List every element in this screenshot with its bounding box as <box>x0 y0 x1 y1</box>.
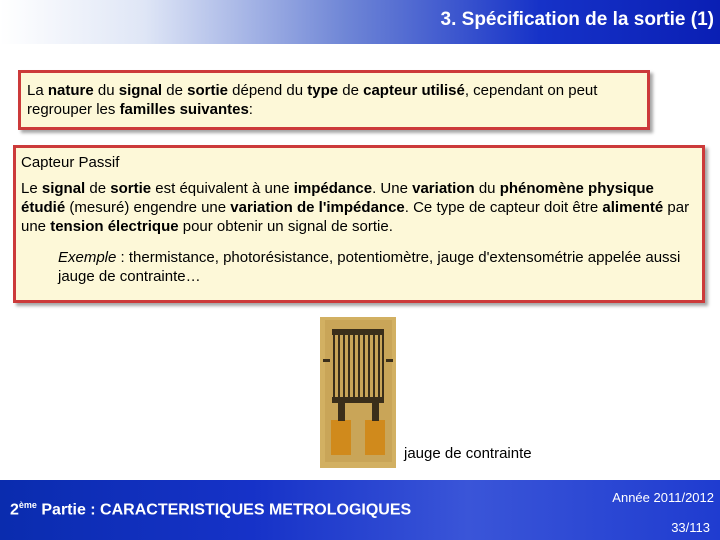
text-run: du <box>474 180 500 197</box>
text-run: : <box>248 101 253 118</box>
text-run: de <box>85 180 111 197</box>
strain-gauge-photo <box>320 317 396 468</box>
text-run: tension électrique <box>50 218 179 235</box>
text-run: variation de l'impédance <box>230 199 405 216</box>
text-run: sortie <box>110 180 152 197</box>
slide-header <box>0 0 720 44</box>
text-run: par une <box>21 199 690 235</box>
text-run: pour obtenir un signal de sortie. <box>178 218 393 235</box>
example-paragraph <box>58 248 702 286</box>
slide-title: 3. Spécification de la sortie (1) <box>440 9 714 30</box>
text-run: de <box>338 82 364 99</box>
text-run: Le <box>21 180 42 197</box>
text-run: nature <box>47 82 94 99</box>
part-number: 2 <box>10 501 19 519</box>
text-run: . Ce type de capteur doit être <box>404 199 603 216</box>
page-number: 33/113 <box>671 520 710 535</box>
figure-caption: jauge de contrainte <box>404 445 532 462</box>
example-text: : thermistance, photorésistance, potentiomètre, jauge d'extensométrie appelée aussi jauge de contrainte… <box>58 249 681 285</box>
intro-text <box>27 81 647 119</box>
part-ordinal-suffix: ème <box>18 500 37 510</box>
text-run: impédance <box>293 180 373 197</box>
text-run: de <box>162 82 188 99</box>
passive-sensor-box <box>13 145 705 303</box>
text-run: familles suivantes <box>119 101 249 118</box>
part-title: Partie : CARACTERISTIQUES METROLOGIQUES <box>36 501 412 519</box>
slide-footer <box>0 480 720 540</box>
text-run: . Une <box>372 180 413 197</box>
footer-part-label <box>10 500 411 519</box>
text-run: , cependant on peut regrouper les <box>27 82 598 118</box>
text-run: sortie <box>187 82 228 99</box>
passive-sensor-title: Capteur Passif <box>21 154 120 171</box>
passive-sensor-description <box>21 179 702 236</box>
text-run: phénomène physique étudié <box>21 180 654 216</box>
text-run: type <box>307 82 339 99</box>
text-run: variation <box>412 180 475 197</box>
text-run: dépend du <box>227 82 308 99</box>
text-run: signal <box>118 82 163 99</box>
text-run: du <box>93 82 119 99</box>
text-run: (mesuré) engendre une <box>65 199 231 216</box>
text-run: capteur utilisé <box>363 82 465 99</box>
text-run: est équivalent à une <box>151 180 294 197</box>
text-run: alimenté <box>602 199 664 216</box>
intro-box <box>18 70 650 130</box>
academic-year: Année 2011/2012 <box>612 490 714 505</box>
example-label: Exemple <box>58 249 117 266</box>
text-run: La <box>27 82 48 99</box>
text-run: signal <box>41 180 86 197</box>
